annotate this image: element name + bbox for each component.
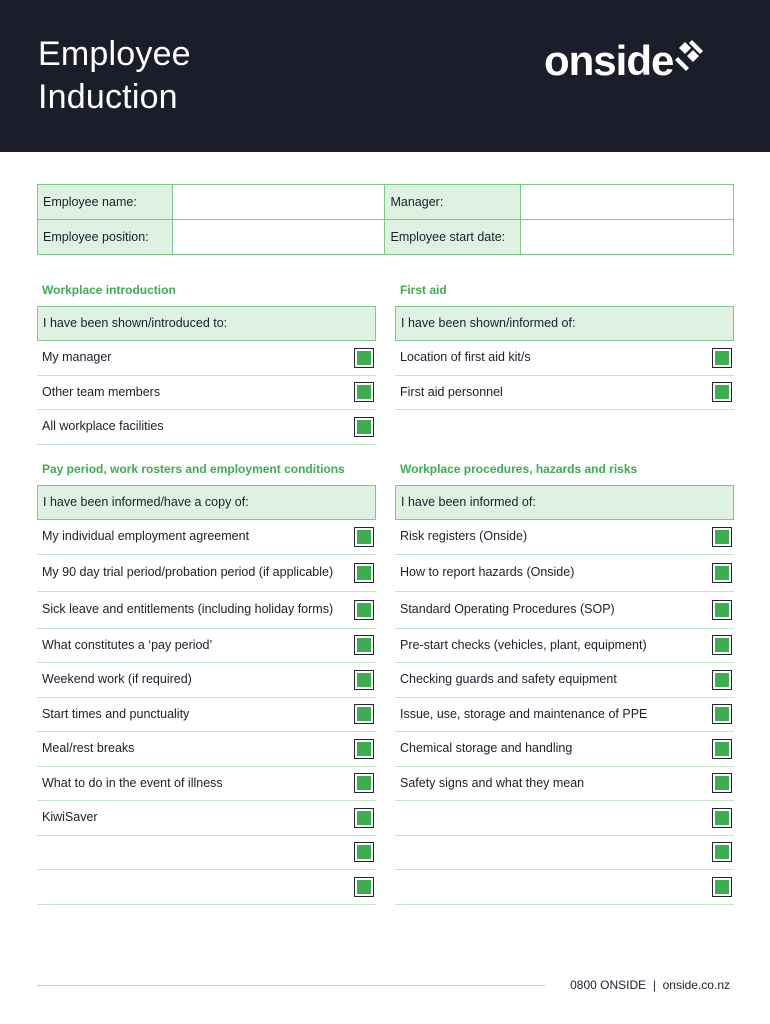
checkbox[interactable] [354,635,374,655]
checklist-row [37,767,376,802]
checklist-row [37,592,376,629]
checkbox-checked-mark [715,707,729,721]
checkbox-checked-mark [357,742,371,756]
checkbox-checked-mark [357,776,371,790]
checklist-row [395,341,734,376]
checkbox-checked-mark [715,880,729,894]
checkbox-checked-mark [715,673,729,687]
checkbox-checked-mark [715,603,729,617]
checklist-item-label: Location of first aid kit/s [400,350,531,365]
section-workplace-intro [37,281,376,445]
onside-logo [544,36,705,86]
diamond-mark-icon [675,38,705,72]
checkbox-checked-mark [357,351,371,365]
section-title: First aid [400,283,447,297]
checklist-row [37,732,376,767]
checklist-row [37,520,376,555]
checkbox[interactable] [712,527,732,547]
checklist-row [37,410,376,445]
checklist-item-label [42,836,342,870]
checklist-row [395,592,734,629]
checkbox-checked-mark [357,811,371,825]
checklist-item-label: How to report hazards (Onside) [400,565,575,579]
checklist-item-label: Risk registers (Onside) [400,529,528,544]
employee-info-table [37,184,734,255]
checklist-item-label: Sick leave and entitlements (including holiday forms) [42,602,334,616]
checklist-item-label [400,836,700,870]
checklist-row [395,836,734,871]
checklist-item-label: Pre-start checks (vehicles, plant, equipment) [400,637,647,652]
footer-contact: 0800 ONSIDE | onside.co.nz [570,978,730,992]
checklist-item-label: Start times and punctuality [42,706,190,721]
manager-field[interactable] [521,185,734,220]
checkbox[interactable] [712,563,732,583]
title-line-2: Induction [38,78,178,116]
checkbox[interactable] [712,635,732,655]
checklist-item-label: Meal/rest breaks [42,741,135,756]
checkbox-checked-mark [357,385,371,399]
checkbox-checked-mark [715,845,729,859]
checkbox[interactable] [354,877,374,897]
checkbox-checked-mark [357,420,371,434]
checkbox-checked-mark [715,638,729,652]
checkbox[interactable] [712,600,732,620]
checkbox[interactable] [712,348,732,368]
start-date-field[interactable] [521,220,734,255]
checklist-row [37,870,376,905]
checklist-row [395,698,734,733]
employee-position-field[interactable] [172,220,385,255]
checklist-row [395,732,734,767]
checkbox-checked-mark [357,673,371,687]
checklist-item-label: Safety signs and what they mean [400,775,585,790]
checklist-item-label: My 90 day trial period/probation period (if applicable) [42,565,334,579]
checklist-item-label [400,801,700,835]
checkbox[interactable] [354,382,374,402]
checkbox-checked-mark [715,530,729,544]
employee-name-label: Employee name: [38,185,173,220]
checkbox[interactable] [712,877,732,897]
checklist-item-label: What to do in the event of illness [42,775,223,790]
logo-text: onside [544,37,674,84]
section-first-aid [395,281,734,410]
page-title [38,33,191,119]
employee-position-label: Employee position: [38,220,173,255]
checkbox[interactable] [354,739,374,759]
checklist-item-label: What constitutes a ‘pay period’ [42,637,213,652]
page-header [0,0,770,152]
checklist-item-label: Other team members [42,384,161,399]
section-pay-period [37,460,376,905]
checkbox-checked-mark [715,811,729,825]
checkbox-checked-mark [357,880,371,894]
checklist-row [37,836,376,871]
footer-divider [37,985,545,986]
checkbox[interactable] [354,563,374,583]
checkbox[interactable] [712,670,732,690]
checkbox[interactable] [712,773,732,793]
checkbox-checked-mark [357,638,371,652]
title-line-1: Employee [38,35,191,73]
checklist-row [37,555,376,592]
checkbox-checked-mark [357,707,371,721]
checklist-item-label: Standard Operating Procedures (SOP) [400,602,615,616]
checkbox[interactable] [712,842,732,862]
checkbox[interactable] [712,382,732,402]
section-subheading: I have been informed of: [395,485,734,520]
checklist-item-label: Checking guards and safety equipment [400,672,617,687]
checklist-item-label: KiwiSaver [42,810,98,825]
employee-name-field[interactable] [172,185,385,220]
checklist-item-label [400,870,700,904]
checklist-row [37,663,376,698]
checkbox[interactable] [712,704,732,724]
section-title: Pay period, work rosters and employment conditions [42,462,345,476]
checkbox-checked-mark [715,776,729,790]
checklist-item-label: All workplace facilities [42,419,164,434]
checkbox[interactable] [712,739,732,759]
checklist-row [37,341,376,376]
checklist-row [395,376,734,411]
checklist-row [395,767,734,802]
section-procedures [395,460,734,905]
checkbox-checked-mark [715,351,729,365]
checklist-item-label: My manager [42,350,112,365]
checkbox[interactable] [354,808,374,828]
checkbox-checked-mark [357,845,371,859]
checkbox[interactable] [354,704,374,724]
checklist-row [37,376,376,411]
section-subheading: I have been shown/informed of: [395,306,734,341]
checklist-row [395,870,734,905]
section-subheading: I have been shown/introduced to: [37,306,376,341]
checkbox[interactable] [354,842,374,862]
checkbox[interactable] [354,348,374,368]
checklist-item-label: First aid personnel [400,384,503,399]
checklist-row [395,629,734,664]
checklist-row [37,801,376,836]
checklist-item-label: My individual employment agreement [42,529,250,544]
checkbox[interactable] [354,527,374,547]
checkbox[interactable] [354,670,374,690]
checklist-item-label [42,870,342,904]
checklist-row [395,801,734,836]
checkbox-checked-mark [357,530,371,544]
checkbox-checked-mark [357,566,371,580]
section-title: Workplace procedures, hazards and risks [400,462,638,476]
checklist-row [395,663,734,698]
checkbox-checked-mark [715,742,729,756]
checklist-item-label: Weekend work (if required) [42,672,192,687]
checklist-row [37,698,376,733]
checklist-item-label: Issue, use, storage and maintenance of PPE [400,706,648,721]
checkbox-checked-mark [715,385,729,399]
manager-label: Manager: [385,185,521,220]
checkbox[interactable] [712,808,732,828]
checkbox-checked-mark [715,566,729,580]
start-date-label: Employee start date: [385,220,521,255]
section-title: Workplace introduction [42,283,176,297]
checkbox[interactable] [354,773,374,793]
checklist-row [37,629,376,664]
checklist-row [395,555,734,592]
checklist-item-label: Chemical storage and handling [400,741,573,756]
section-subheading: I have been informed/have a copy of: [37,485,376,520]
checkbox[interactable] [354,600,374,620]
checkbox-checked-mark [357,603,371,617]
checklist-row [395,520,734,555]
checkbox[interactable] [354,417,374,437]
